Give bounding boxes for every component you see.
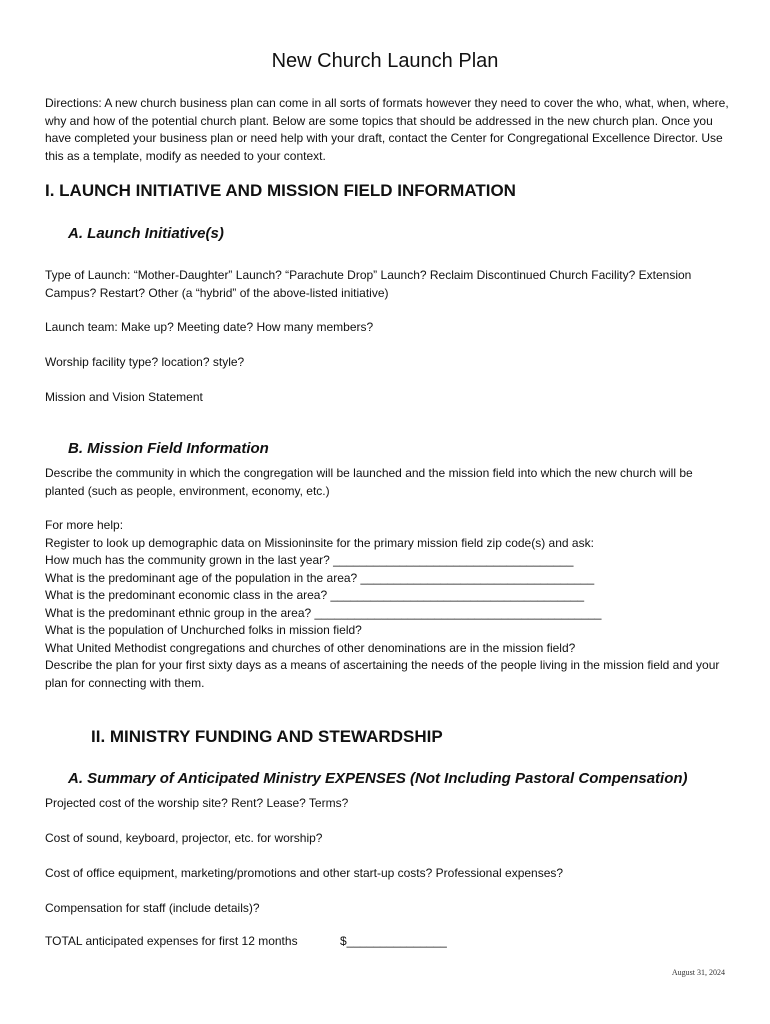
total-expenses-label: TOTAL anticipated expenses for first 12 months [45, 934, 298, 948]
total-expenses-row [45, 934, 447, 948]
directions-paragraph: Directions: A new church business plan can come in all sorts of formats however they need to cover the who, what, when, where, why and how of the potential church plant. Below are some topics that should be addressed in the new church plan. Once you have completed your business plan or need help with your draft, contact the Center for Congregational Excellence Director. Use this as a template, modify as needed to your context. [45, 96, 729, 163]
section-2a-heading: A. Summary of Anticipated Ministry EXPENSES (Not Including Pastoral Compensation) [68, 770, 688, 787]
more-help-line: What is the predominant age of the population in the area? ___________________________________ [45, 570, 595, 585]
sixty-day-plan-text: Describe the plan for your first sixty days as a means of ascertaining the needs of the people living in the mission field and your plan for connecting with them. [45, 658, 720, 690]
mission-vision-text: Mission and Vision Statement [45, 390, 203, 404]
footer-date: August 31, 2024 [671, 968, 725, 977]
more-help-line: What is the predominant ethnic group in the area? ___________________________________________ [45, 605, 602, 620]
section-2-heading: II. MINISTRY FUNDING AND STEWARDSHIP [91, 727, 443, 746]
expense-item-staff: Compensation for staff (include details)? [45, 901, 260, 915]
expense-item-worship-site: Projected cost of the worship site? Rent? Lease? Terms? [45, 796, 349, 810]
section-1b-heading: B. Mission Field Information [68, 440, 269, 457]
worship-facility-text: Worship facility type? location? style? [45, 355, 245, 369]
section-1a-heading: A. Launch Initiative(s) [68, 225, 224, 242]
more-help-line: What United Methodist congregations and churches of other denominations are in the mission field? [45, 640, 576, 655]
more-help-line: For more help: [45, 518, 124, 532]
section-1-heading: I. LAUNCH INITIATIVE AND MISSION FIELD INFORMATION [45, 181, 516, 200]
type-of-launch-text: Type of Launch: “Mother-Daughter” Launch? “Parachute Drop” Launch? Reclaim Discontinued Church Facility? Extension Campus? Restart? Other (a “hybrid” of the above-listed initiative) [45, 268, 692, 300]
mission-field-describe-text: Describe the community in which the congregation will be launched and the mission field into which the new church will be planted (such as people, environment, economy, etc.) [45, 466, 693, 498]
more-help-line: What is the population of Unchurched folks in mission field? [45, 623, 362, 637]
expense-item-office: Cost of office equipment, marketing/promotions and other start-up costs? Professional expenses? [45, 866, 564, 880]
expense-item-sound: Cost of sound, keyboard, projector, etc. for worship? [45, 831, 323, 845]
more-help-line: Register to look up demographic data on Missioninsite for the primary mission field zip code(s) and ask: [45, 535, 594, 550]
total-expenses-blank: $_______________ [340, 934, 447, 948]
more-help-list [45, 517, 735, 657]
more-help-line: What is the predominant economic class in the area? ______________________________________ [45, 588, 585, 602]
launch-team-text: Launch team: Make up? Meeting date? How many members? [45, 320, 374, 334]
more-help-line: How much has the community grown in the last year? ____________________________________ [45, 553, 574, 567]
page-title: New Church Launch Plan [271, 50, 499, 72]
